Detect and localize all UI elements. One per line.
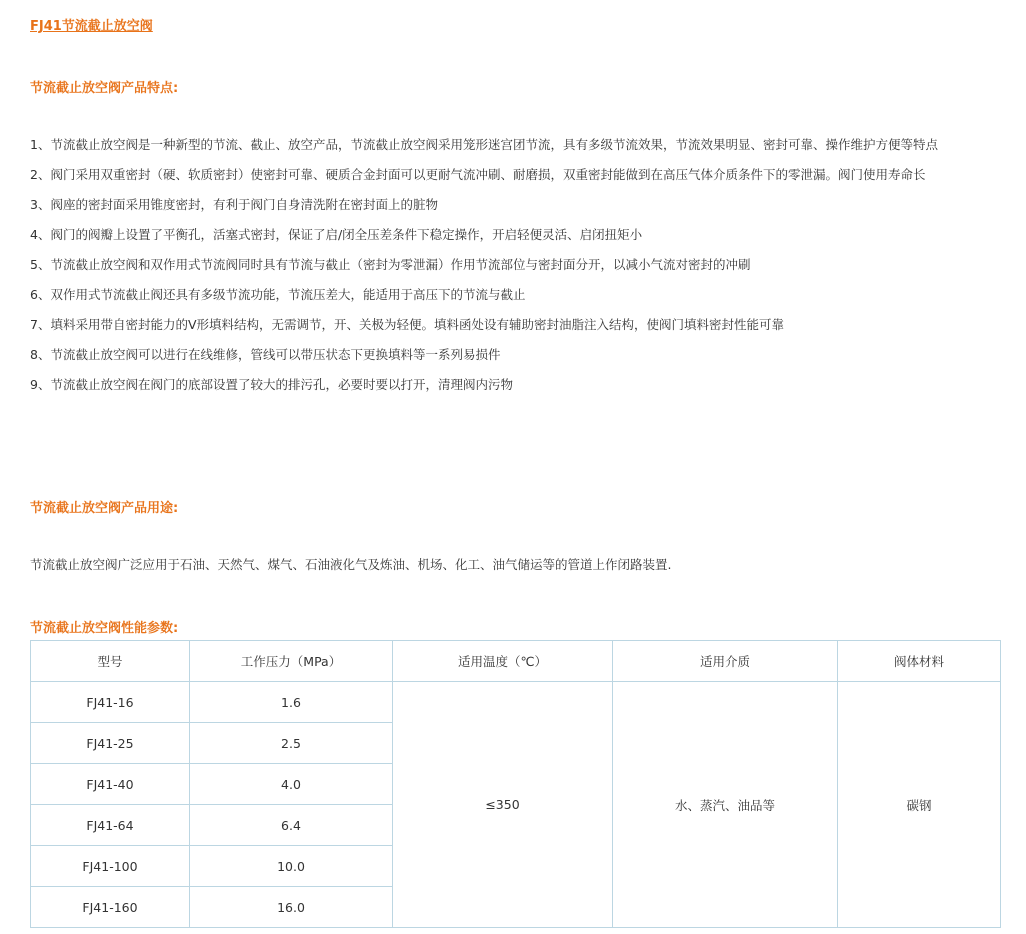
feature-item-5: 5、节流截止放空阀和双作用式节流阀同时具有节流与截止（密封为零泄漏）作用节流部位与密封面分开，以减小气流对密封的冲刷: [30, 257, 751, 272]
col-header-medium: 适用介质: [613, 641, 838, 682]
model-cell: FJ41-16: [31, 682, 190, 723]
table-row: [31, 682, 1001, 723]
usage-text: 节流截止放空阀广泛应用于石油、天然气、煤气、石油液化气及炼油、机场、化工、油气储运等的管道上作闭路装置.: [30, 557, 672, 572]
features-list: [30, 130, 995, 400]
feature-item-4: 4、阀门的阀瓣上设置了平衡孔，活塞式密封，保证了启/闭全压差条件下稳定操作，开启轻便灵活、启闭扭矩小: [30, 227, 643, 242]
col-header-temperature: 适用温度（℃）: [393, 641, 613, 682]
col-header-pressure: 工作压力（MPa）: [190, 641, 393, 682]
page-title-link[interactable]: FJ41节流截止放空阀: [30, 19, 153, 34]
feature-item-1: 1、节流截止放空阀是一种新型的节流、截止、放空产品，节流截止放空阀采用笼形迷宫团节流，具有多级节流效果，节流效果明显、密封可靠、操作维护方便等特点: [30, 137, 938, 152]
features-heading: 节流截止放空阀产品特点:: [30, 81, 179, 96]
feature-item-7: 7、填料采用带自密封能力的V形填料结构，无需调节，开、关极为轻便。填料函处设有辅助密封油脂注入结构，使阀门填料密封性能可靠: [30, 317, 785, 332]
pressure-cell: 6.4: [190, 805, 393, 846]
model-cell: FJ41-64: [31, 805, 190, 846]
model-cell: FJ41-25: [31, 723, 190, 764]
medium-cell: 水、蒸汽、油品等: [613, 682, 838, 928]
model-cell: FJ41-40: [31, 764, 190, 805]
table-header-row: [31, 641, 1001, 682]
pressure-cell: 10.0: [190, 846, 393, 887]
pressure-cell: 2.5: [190, 723, 393, 764]
params-heading: 节流截止放空阀性能参数:: [30, 621, 179, 636]
col-header-model: 型号: [31, 641, 190, 682]
col-header-material: 阀体材料: [838, 641, 1001, 682]
feature-item-2: 2、阀门采用双重密封（硬、软质密封）使密封可靠、硬质合金封面可以更耐气流冲刷、耐磨损，双重密封能做到在高压气体介质条件下的零泄漏。阀门使用寿命长: [30, 167, 926, 182]
pressure-cell: 16.0: [190, 887, 393, 928]
pressure-cell: 1.6: [190, 682, 393, 723]
feature-item-9: 9、节流截止放空阀在阀门的底部设置了较大的排污孔，必要时要以打开，清理阀内污物: [30, 377, 513, 392]
feature-item-3: 3、阀座的密封面采用锥度密封，有利于阀门自身清洗附在密封面上的脏物: [30, 197, 438, 212]
usage-heading: 节流截止放空阀产品用途:: [30, 501, 179, 516]
params-table: [30, 640, 1001, 928]
feature-item-6: 6、双作用式节流截止阀还具有多级节流功能，节流压差大，能适用于高压下的节流与截止: [30, 287, 526, 302]
material-cell: 碳钢: [838, 682, 1001, 928]
feature-item-8: 8、节流截止放空阀可以进行在线维修，管线可以带压状态下更换填料等一系列易损件: [30, 347, 501, 362]
pressure-cell: 4.0: [190, 764, 393, 805]
model-cell: FJ41-160: [31, 887, 190, 928]
temperature-cell: ≤350: [393, 682, 613, 928]
model-cell: FJ41-100: [31, 846, 190, 887]
